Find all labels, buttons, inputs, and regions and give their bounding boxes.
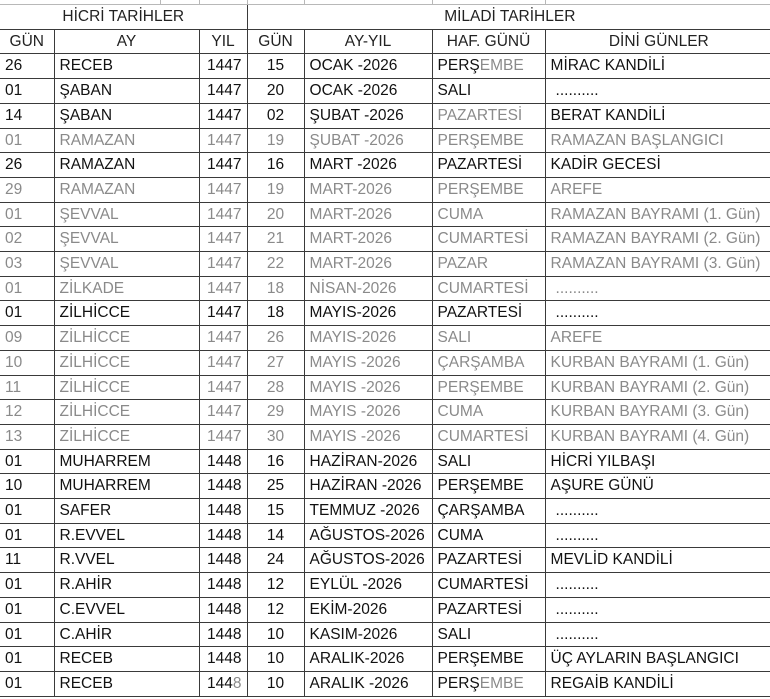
- ay-yil-cell[interactable]: MAYIS -2026: [304, 424, 432, 449]
- hicri-yil-cell[interactable]: 1447: [199, 350, 247, 375]
- hicri-ay-cell[interactable]: C.EVVEL: [54, 597, 199, 622]
- haftanin-gunu-cell[interactable]: [432, 153, 545, 178]
- hicri-ay-cell[interactable]: C.AHİR: [54, 622, 199, 647]
- hicri-yil-cell[interactable]: 1448: [199, 499, 247, 524]
- hicri-yil-cell[interactable]: 1447: [199, 424, 247, 449]
- weekday-text-light: PAZARTESİ: [437, 106, 523, 124]
- ay-yil-cell[interactable]: MAYIS -2026: [304, 375, 432, 400]
- miladi-gun-cell[interactable]: 02: [247, 103, 304, 128]
- hicri-ay-cell[interactable]: ZİLHİCCE: [54, 375, 199, 400]
- weekday-text-light: PAZAR: [437, 255, 489, 273]
- table-row: [0, 252, 770, 277]
- weekday-text-light: CUMA: [437, 205, 484, 223]
- table-row: [0, 622, 770, 647]
- hicri-ay-cell[interactable]: RECEB: [54, 647, 199, 672]
- table-row: [0, 474, 770, 499]
- hicri-yil-cell[interactable]: 1448: [199, 622, 247, 647]
- table-row: [0, 597, 770, 622]
- dini-gun-cell[interactable]: KURBAN BAYRAMI (1. Gün): [545, 350, 770, 375]
- weekday-text: PAZARTESİ: [437, 156, 523, 174]
- haftanin-gunu-cell[interactable]: [432, 79, 545, 104]
- hicri-yil-cell[interactable]: 1448: [199, 474, 247, 499]
- weekday-text: PERŞEMBE: [437, 477, 524, 495]
- hicri-gun-cell[interactable]: 01: [0, 523, 54, 548]
- hicri-gun-cell[interactable]: 01: [0, 202, 54, 227]
- hicri-ay-cell[interactable]: ŞEVVAL: [54, 252, 199, 277]
- yil-part: 144: [207, 674, 233, 692]
- hicri-yil-cell[interactable]: 1447: [199, 375, 247, 400]
- ay-yil-cell[interactable]: MART-2026: [304, 252, 432, 277]
- haftanin-gunu-cell[interactable]: [432, 573, 545, 598]
- weekday-text: CUMARTESİ: [437, 576, 529, 594]
- weekday-text: PAZARTESİ: [437, 600, 523, 618]
- hicri-ay-cell[interactable]: R.VVEL: [54, 548, 199, 573]
- haftanin-gunu-cell[interactable]: [432, 54, 545, 79]
- dini-gun-cell[interactable]: RAMAZAN BAYRAMI (1. Gün): [545, 202, 770, 227]
- miladi-gun-cell[interactable]: 21: [247, 227, 304, 252]
- hicri-ay-cell[interactable]: RECEB: [54, 671, 199, 696]
- miladi-gun-cell[interactable]: 26: [247, 326, 304, 351]
- hicri-gun-cell[interactable]: 01: [0, 647, 54, 672]
- hicri-gun-cell[interactable]: 01: [0, 301, 54, 326]
- hicri-gun-cell[interactable]: 13: [0, 424, 54, 449]
- hicri-yil-cell[interactable]: 1447: [199, 227, 247, 252]
- dini-gun-cell[interactable]: REGAİB KANDİLİ: [545, 671, 770, 696]
- ay-yil-cell[interactable]: MAYIS -2026: [304, 350, 432, 375]
- dini-gun-cell[interactable]: AŞURE GÜNÜ: [545, 474, 770, 499]
- hicri-yil-cell[interactable]: 1447: [199, 252, 247, 277]
- ay-yil-cell[interactable]: EYLÜL -2026: [304, 573, 432, 598]
- hicri-ay-cell[interactable]: ZİLHİCCE: [54, 301, 199, 326]
- table-row: [0, 671, 770, 696]
- haftanin-gunu-cell[interactable]: [432, 474, 545, 499]
- weekday-text: PERŞEMBE: [437, 650, 524, 668]
- weekday-text-light: EMBE: [479, 674, 524, 692]
- hicri-gun-cell[interactable]: 26: [0, 54, 54, 79]
- table-row: [0, 227, 770, 252]
- hicri-gun-cell[interactable]: 12: [0, 400, 54, 425]
- dini-gun-cell[interactable]: ..........: [545, 523, 770, 548]
- table-row: [0, 523, 770, 548]
- ay-yil-cell[interactable]: TEMMUZ -2026: [304, 499, 432, 524]
- hicri-gun-cell[interactable]: 01: [0, 622, 54, 647]
- hicri-yil-cell[interactable]: 1447: [199, 103, 247, 128]
- religious-days-table: [0, 5, 770, 697]
- ay-yil-cell[interactable]: MART-2026: [304, 227, 432, 252]
- hicri-gun-cell[interactable]: 09: [0, 326, 54, 351]
- hicri-gun-cell[interactable]: 29: [0, 177, 54, 202]
- hicri-ay-cell[interactable]: ŞABAN: [54, 79, 199, 104]
- table-row: [0, 424, 770, 449]
- weekday-text: ÇARŞAMBA: [437, 502, 525, 520]
- miladi-gun-cell[interactable]: 22: [247, 252, 304, 277]
- weekday-text: PERŞ: [437, 57, 480, 75]
- dini-gun-cell[interactable]: RAMAZAN BAYRAMI (3. Gün): [545, 252, 770, 277]
- header-miladi-gun[interactable]: GÜN: [247, 29, 304, 54]
- miladi-gun-cell[interactable]: 10: [247, 647, 304, 672]
- ay-yil-cell[interactable]: HAZİRAN -2026: [304, 474, 432, 499]
- ay-yil-cell[interactable]: OCAK -2026: [304, 54, 432, 79]
- hicri-ay-cell[interactable]: RAMAZAN: [54, 128, 199, 153]
- hicri-yil-cell[interactable]: 1447: [199, 326, 247, 351]
- dini-gun-cell[interactable]: ..........: [545, 499, 770, 524]
- ay-yil-cell[interactable]: MAYIS-2026: [304, 301, 432, 326]
- table-row: [0, 548, 770, 573]
- hicri-gun-cell[interactable]: 01: [0, 671, 54, 696]
- ay-yil-cell[interactable]: ŞUBAT -2026: [304, 103, 432, 128]
- weekday-text-light: CUMA: [437, 403, 484, 421]
- hicri-gun-cell[interactable]: 26: [0, 153, 54, 178]
- hicri-gun-cell[interactable]: 02: [0, 227, 54, 252]
- hicri-yil-cell[interactable]: 1447: [199, 301, 247, 326]
- ay-yil-cell[interactable]: ARALIK-2026: [304, 647, 432, 672]
- dini-gun-cell[interactable]: MİRAC KANDİLİ: [545, 54, 770, 79]
- miladi-gun-cell[interactable]: 28: [247, 375, 304, 400]
- ay-yil-cell[interactable]: AĞUSTOS-2026: [304, 548, 432, 573]
- dini-gun-cell[interactable]: RAMAZAN BAŞLANGICI: [545, 128, 770, 153]
- weekday-text: CUMA: [437, 526, 484, 544]
- miladi-gun-cell[interactable]: 20: [247, 79, 304, 104]
- haftanin-gunu-cell[interactable]: [432, 326, 545, 351]
- miladi-gun-cell[interactable]: 16: [247, 449, 304, 474]
- table-row: [0, 128, 770, 153]
- dini-gun-cell[interactable]: ..........: [545, 276, 770, 301]
- weekday-text-light: PERŞEMBE: [437, 378, 524, 396]
- hicri-ay-cell[interactable]: ZİLKADE: [54, 276, 199, 301]
- hicri-yil-cell[interactable]: 1448: [199, 523, 247, 548]
- ay-yil-cell[interactable]: ŞUBAT -2026: [304, 128, 432, 153]
- hicri-yil-cell[interactable]: 1447: [199, 177, 247, 202]
- weekday-text-light: PERŞEMBE: [437, 180, 524, 198]
- ay-yil-cell[interactable]: MAYIS -2026: [304, 400, 432, 425]
- weekday-text-light: PERŞEMBE: [437, 131, 524, 149]
- miladi-gun-cell[interactable]: 25: [247, 474, 304, 499]
- table-row: [0, 350, 770, 375]
- hicri-yil-cell[interactable]: 1448: [199, 573, 247, 598]
- ay-yil-cell[interactable]: OCAK -2026: [304, 79, 432, 104]
- hicri-ay-cell[interactable]: RAMAZAN: [54, 153, 199, 178]
- miladi-gun-cell[interactable]: 19: [247, 128, 304, 153]
- haftanin-gunu-cell[interactable]: [432, 499, 545, 524]
- hicri-ay-cell[interactable]: ZİLHİCCE: [54, 424, 199, 449]
- weekday-text-light: CUMARTESİ: [437, 279, 529, 297]
- hicri-ay-cell[interactable]: RECEB: [54, 54, 199, 79]
- hicri-yil-cell[interactable]: 1448: [199, 647, 247, 672]
- weekday-text: PERŞ: [437, 674, 480, 692]
- miladi-gun-cell[interactable]: 29: [247, 400, 304, 425]
- hicri-gun-cell[interactable]: 14: [0, 103, 54, 128]
- header-hicri-gun[interactable]: GÜN: [0, 29, 54, 54]
- weekday-text: SALI: [437, 82, 472, 100]
- haftanin-gunu-cell[interactable]: [432, 671, 545, 696]
- hicri-yil-cell[interactable]: 1447: [199, 54, 247, 79]
- haftanin-gunu-cell[interactable]: [432, 350, 545, 375]
- hicri-ay-cell[interactable]: R.EVVEL: [54, 523, 199, 548]
- miladi-gun-cell[interactable]: 15: [247, 499, 304, 524]
- hicri-ay-cell[interactable]: ZİLHİCCE: [54, 350, 199, 375]
- hicri-ay-cell[interactable]: ZİLHİCCE: [54, 326, 199, 351]
- header-hicri-ay[interactable]: AY: [54, 29, 199, 54]
- header-dini-gunler[interactable]: DİNİ GÜNLER: [545, 29, 770, 54]
- table-row: [0, 400, 770, 425]
- haftanin-gunu-cell[interactable]: [432, 400, 545, 425]
- miladi-gun-cell[interactable]: 15: [247, 54, 304, 79]
- header-row: [0, 29, 770, 54]
- hicri-gun-cell[interactable]: 01: [0, 276, 54, 301]
- haftanin-gunu-cell[interactable]: [432, 202, 545, 227]
- table-row: [0, 647, 770, 672]
- hicri-ay-cell[interactable]: RAMAZAN: [54, 177, 199, 202]
- ay-yil-cell[interactable]: MART -2026: [304, 153, 432, 178]
- header-haf-gunu[interactable]: HAF. GÜNÜ: [432, 29, 545, 54]
- haftanin-gunu-cell[interactable]: [432, 449, 545, 474]
- dini-gun-cell[interactable]: KURBAN BAYRAMI (3. Gün): [545, 400, 770, 425]
- hicri-ay-cell[interactable]: ZİLHİCCE: [54, 400, 199, 425]
- miladi-gun-cell[interactable]: 20: [247, 202, 304, 227]
- dini-gun-cell[interactable]: RAMAZAN BAYRAMI (2. Gün): [545, 227, 770, 252]
- dini-gun-cell[interactable]: MEVLİD KANDİLİ: [545, 548, 770, 573]
- haftanin-gunu-cell[interactable]: [432, 177, 545, 202]
- weekday-text-light: CUMARTESİ: [437, 427, 529, 445]
- table-row: [0, 103, 770, 128]
- miladi-gun-cell[interactable]: 18: [247, 276, 304, 301]
- weekday-text: SALI: [437, 625, 472, 643]
- ay-yil-cell[interactable]: EKİM-2026: [304, 597, 432, 622]
- section-title-row: [0, 5, 770, 29]
- table-row: [0, 153, 770, 178]
- hicri-gun-cell[interactable]: 11: [0, 375, 54, 400]
- ay-yil-cell[interactable]: NİSAN-2026: [304, 276, 432, 301]
- weekday-text-light: EMBE: [479, 57, 524, 75]
- hicri-ay-cell[interactable]: MUHARREM: [54, 474, 199, 499]
- hicri-ay-cell[interactable]: SAFER: [54, 499, 199, 524]
- weekday-text: PAZARTESİ: [437, 551, 523, 569]
- miladi-gun-cell[interactable]: 10: [247, 671, 304, 696]
- dini-gun-cell[interactable]: KADİR GECESİ: [545, 153, 770, 178]
- weekday-text-light: ÇARŞAMBA: [437, 353, 525, 371]
- hicri-ay-cell[interactable]: ŞABAN: [54, 103, 199, 128]
- miladi-gun-cell[interactable]: 10: [247, 622, 304, 647]
- table-row: [0, 375, 770, 400]
- hicri-ay-cell[interactable]: ŞEVVAL: [54, 227, 199, 252]
- hicri-yil-cell[interactable]: 1447: [199, 79, 247, 104]
- table-row: [0, 202, 770, 227]
- hicri-gun-cell[interactable]: 01: [0, 573, 54, 598]
- weekday-text: SALI: [437, 452, 472, 470]
- haftanin-gunu-cell[interactable]: [432, 548, 545, 573]
- header-hicri-yil[interactable]: YIL: [199, 29, 247, 54]
- miladi-gun-cell[interactable]: 12: [247, 573, 304, 598]
- hicri-gun-cell[interactable]: 10: [0, 350, 54, 375]
- hicri-ay-cell[interactable]: R.AHİR: [54, 573, 199, 598]
- hicri-gun-cell[interactable]: 10: [0, 474, 54, 499]
- haftanin-gunu-cell[interactable]: [432, 375, 545, 400]
- miladi-gun-cell[interactable]: 24: [247, 548, 304, 573]
- weekday-text: PAZARTESİ: [437, 304, 523, 322]
- hicri-ay-cell[interactable]: MUHARREM: [54, 449, 199, 474]
- dini-gun-cell[interactable]: AREFE: [545, 326, 770, 351]
- miladi-title[interactable]: MİLADİ TARİHLER: [247, 5, 770, 29]
- dini-gun-cell[interactable]: KURBAN BAYRAMI (4. Gün): [545, 424, 770, 449]
- dini-gun-cell[interactable]: KURBAN BAYRAMI (2. Gün): [545, 375, 770, 400]
- hicri-gun-cell[interactable]: 03: [0, 252, 54, 277]
- table-row: [0, 499, 770, 524]
- miladi-gun-cell[interactable]: 19: [247, 177, 304, 202]
- table-row: [0, 54, 770, 79]
- miladi-gun-cell[interactable]: 30: [247, 424, 304, 449]
- miladi-gun-cell[interactable]: 16: [247, 153, 304, 178]
- hicri-title[interactable]: HİCRİ TARİHLER: [0, 5, 247, 29]
- hicri-yil-cell[interactable]: 1448: [199, 597, 247, 622]
- table-row: [0, 177, 770, 202]
- miladi-gun-cell[interactable]: 14: [247, 523, 304, 548]
- hicri-gun-cell[interactable]: 11: [0, 548, 54, 573]
- hicri-gun-cell[interactable]: 01: [0, 499, 54, 524]
- haftanin-gunu-cell[interactable]: [432, 647, 545, 672]
- haftanin-gunu-cell[interactable]: [432, 597, 545, 622]
- miladi-gun-cell[interactable]: 18: [247, 301, 304, 326]
- ay-yil-cell[interactable]: HAZİRAN-2026: [304, 449, 432, 474]
- dini-gun-cell[interactable]: ..........: [545, 622, 770, 647]
- yil-part-light: 8: [232, 674, 242, 692]
- dini-gun-cell[interactable]: ..........: [545, 301, 770, 326]
- haftanin-gunu-cell[interactable]: [432, 301, 545, 326]
- hicri-yil-cell[interactable]: 1448: [199, 548, 247, 573]
- miladi-gun-cell[interactable]: 12: [247, 597, 304, 622]
- hicri-gun-cell[interactable]: 01: [0, 597, 54, 622]
- ay-yil-cell[interactable]: AĞUSTOS-2026: [304, 523, 432, 548]
- weekday-text-light: CUMARTESİ: [437, 230, 529, 248]
- ay-yil-cell[interactable]: ARALIK -2026: [304, 671, 432, 696]
- ay-yil-cell[interactable]: KASIM-2026: [304, 622, 432, 647]
- table-row: [0, 301, 770, 326]
- weekday-text-light: SALI: [437, 329, 472, 347]
- hicri-yil-cell[interactable]: 1447: [199, 276, 247, 301]
- haftanin-gunu-cell[interactable]: [432, 128, 545, 153]
- table-row: [0, 449, 770, 474]
- haftanin-gunu-cell[interactable]: [432, 227, 545, 252]
- header-ay-yil[interactable]: AY-YIL: [304, 29, 432, 54]
- dini-gun-cell[interactable]: ..........: [545, 597, 770, 622]
- hicri-yil-cell[interactable]: 1448: [199, 449, 247, 474]
- hicri-yil-cell[interactable]: 1447: [199, 128, 247, 153]
- dini-gun-cell[interactable]: BERAT KANDİLİ: [545, 103, 770, 128]
- table-row: [0, 276, 770, 301]
- haftanin-gunu-cell[interactable]: [432, 252, 545, 277]
- hicri-yil-cell[interactable]: 1447: [199, 153, 247, 178]
- miladi-gun-cell[interactable]: 27: [247, 350, 304, 375]
- dini-gun-cell[interactable]: ..........: [545, 573, 770, 598]
- hicri-yil-cell[interactable]: 1447: [199, 400, 247, 425]
- dini-gun-cell[interactable]: ..........: [545, 79, 770, 104]
- haftanin-gunu-cell[interactable]: [432, 424, 545, 449]
- hicri-ay-cell[interactable]: ŞEVVAL: [54, 202, 199, 227]
- haftanin-gunu-cell[interactable]: [432, 622, 545, 647]
- hicri-gun-cell[interactable]: 01: [0, 79, 54, 104]
- table-row: [0, 326, 770, 351]
- ay-yil-cell[interactable]: MAYIS-2026: [304, 326, 432, 351]
- haftanin-gunu-cell[interactable]: [432, 523, 545, 548]
- dini-gun-cell[interactable]: ÜÇ AYLARIN BAŞLANGICI: [545, 647, 770, 672]
- hicri-yil-cell[interactable]: [199, 671, 247, 696]
- haftanin-gunu-cell[interactable]: [432, 276, 545, 301]
- hicri-gun-cell[interactable]: 01: [0, 128, 54, 153]
- haftanin-gunu-cell[interactable]: [432, 103, 545, 128]
- table-row: [0, 573, 770, 598]
- dini-gun-cell[interactable]: HİCRİ YILBAŞI: [545, 449, 770, 474]
- table-row: [0, 79, 770, 104]
- hicri-yil-cell[interactable]: 1447: [199, 202, 247, 227]
- dini-gun-cell[interactable]: AREFE: [545, 177, 770, 202]
- hicri-gun-cell[interactable]: 01: [0, 449, 54, 474]
- ay-yil-cell[interactable]: MART-2026: [304, 202, 432, 227]
- ay-yil-cell[interactable]: MART-2026: [304, 177, 432, 202]
